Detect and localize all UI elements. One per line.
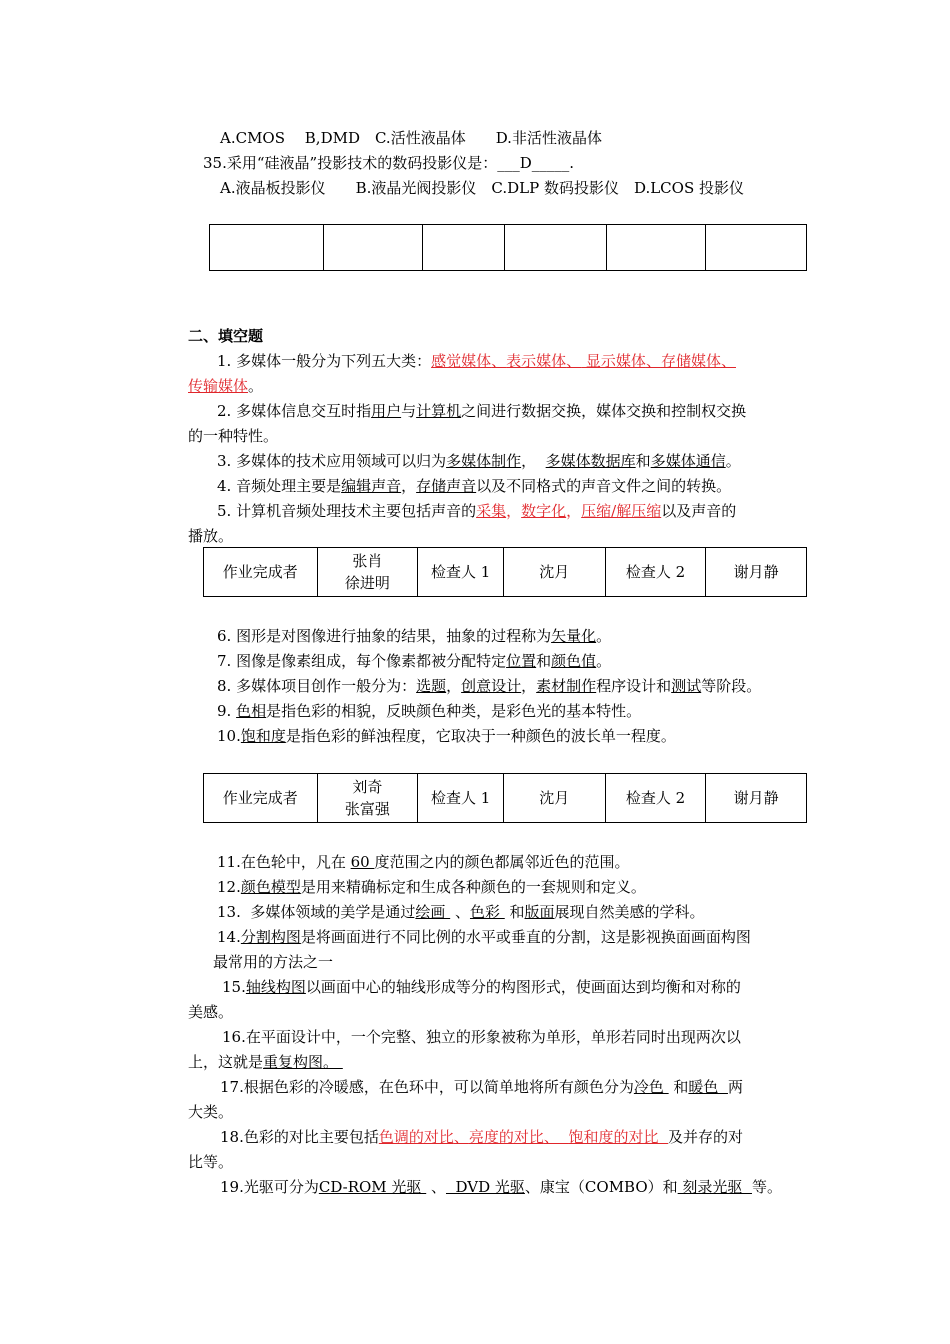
info-table-1 — [203, 547, 807, 597]
empty-table — [209, 224, 807, 271]
text: 、 — [543, 1128, 569, 1146]
text: 以画面中心的轴线形成等分的构图形式，使画面达到均衡和对称的 — [305, 978, 741, 996]
section-title: 二、填空题 — [188, 327, 264, 345]
fill-item-10 — [217, 726, 676, 746]
text: 。 — [596, 627, 612, 645]
fill-item-1-cont — [188, 376, 263, 396]
text: 。 — [596, 652, 612, 670]
answer: 显示媒体 — [581, 352, 646, 370]
answer: 60 — [350, 853, 375, 871]
answer: 计算机 — [416, 402, 462, 420]
fill-item-2-cont: 的一种特性。 — [188, 427, 279, 445]
fill-item-6 — [217, 626, 611, 646]
text: 7. 图像是像素组成，每个像素都被分配特定 — [217, 652, 507, 670]
answer: 轴线构图 — [245, 978, 306, 996]
text: 15. — [222, 978, 246, 996]
text: 是指色彩的鲜浊程度，它取决于一种颜色的波长单一程度。 — [285, 727, 676, 745]
answer: 传输媒体 — [188, 377, 249, 395]
cell-label: 作业完成者 — [204, 774, 318, 823]
text: 和 — [504, 903, 525, 921]
text: 等阶段。 — [701, 677, 762, 695]
fill-item-16: 16.在平面设计中，一个完整、独立的形象被称为单形，单形若同时出现两次以 — [222, 1028, 741, 1046]
fill-item-16-cont — [188, 1052, 343, 1072]
text: 与 — [401, 402, 417, 420]
answer: 冷色 — [633, 1078, 669, 1096]
answer: 饱和度 — [240, 727, 286, 745]
empty-cell — [505, 225, 607, 271]
name: 徐进明 — [344, 574, 390, 592]
answer: 饱和度的对比 — [568, 1128, 668, 1146]
q35-answer: ___D_____. — [497, 154, 574, 172]
text: 17.根据色彩的冷暖感，在色环中，可以简单地将所有颜色分为 — [220, 1078, 634, 1096]
answer: 感觉媒体 — [431, 352, 492, 370]
text: 和 — [536, 652, 552, 670]
answer: 数字化 — [521, 502, 567, 520]
cell-label: 检查人 2 — [605, 548, 706, 597]
answer: 重复构图。 — [263, 1053, 343, 1071]
text: 程序设计和 — [596, 677, 672, 695]
answer: 矢量化 — [551, 627, 597, 645]
fill-item-9 — [217, 701, 641, 721]
name: 刘奇 — [352, 778, 383, 796]
text: 10. — [217, 727, 241, 745]
empty-cell — [210, 225, 324, 271]
text: 和 — [635, 452, 651, 470]
text: 3. 多媒体的技术应用领域可以归为 — [217, 452, 447, 470]
answer: 版面 — [524, 903, 555, 921]
cell-label: 检查人 2 — [605, 774, 706, 823]
text: 1. 多媒体一般分为下列五大类： — [217, 352, 432, 370]
cell-value: 谢月静 — [706, 548, 807, 597]
text: 。 — [248, 377, 264, 395]
text: 11.在色轮中，凡在 — [217, 853, 351, 871]
text: ， — [521, 677, 537, 695]
text: 度范围之内的颜色都属邻近色的范围。 — [374, 853, 630, 871]
text: 、 — [426, 1178, 446, 1196]
text: 9. — [217, 702, 237, 720]
text: 13. 多媒体领域的美学是通过 — [217, 903, 416, 921]
fill-item-19 — [220, 1177, 782, 1197]
cell-names — [317, 548, 418, 597]
answer: DVD 光驱 — [445, 1178, 525, 1196]
text: 等。 — [751, 1178, 782, 1196]
text: ， — [446, 677, 462, 695]
fill-item-7 — [217, 651, 611, 671]
name: 张富强 — [344, 800, 390, 818]
q34-options: A.CMOS B,DMD C.活性液晶体 D.非活性液晶体 — [220, 129, 602, 147]
text: 、 — [491, 352, 507, 370]
text: 、 — [645, 352, 661, 370]
answer: 绘画 — [415, 903, 451, 921]
text: 展现自然美感的学科。 — [554, 903, 705, 921]
answer: 色彩 — [469, 903, 505, 921]
answer: 暖色 — [688, 1078, 728, 1096]
name: 张肖 — [352, 552, 383, 570]
text: 和 — [668, 1078, 689, 1096]
cell-value: 沈月 — [503, 548, 605, 597]
fill-item-15 — [222, 977, 741, 997]
fill-item-2 — [217, 401, 746, 421]
text: 、 — [566, 352, 582, 370]
q35-options: A.液晶板投影仪 B.液晶光阀投影仪 C.DLP 数码投影仪 D.LCOS 投影仪 — [220, 179, 744, 197]
answer: 颜色值 — [551, 652, 597, 670]
text: 12. — [217, 878, 241, 896]
text: 两 — [727, 1078, 743, 1096]
cell-names — [317, 774, 418, 823]
fill-item-15-cont: 美感。 — [188, 1003, 234, 1021]
fill-item-1 — [217, 351, 736, 371]
text: 。 — [725, 452, 741, 470]
text: 是用来精确标定和生成各种颜色的一套规则和定义。 — [300, 878, 646, 896]
cell-value: 沈月 — [503, 774, 605, 823]
fill-item-17 — [220, 1077, 743, 1097]
text: 5. 计算机音频处理技术主要包括声音的 — [217, 502, 477, 520]
fill-item-18 — [220, 1127, 743, 1147]
text: 以及声音的 — [661, 502, 737, 520]
q35-text: 35.采用“硅液晶”投影技术的数码投影仪是： — [203, 154, 498, 172]
cell-label: 检查人 1 — [418, 548, 504, 597]
text: 、 — [720, 352, 736, 370]
answer: 多媒体数据库 — [545, 452, 636, 470]
answer: 色调的对比 — [378, 1128, 454, 1146]
answer: 存储媒体 — [660, 352, 721, 370]
text: 上，这就是 — [188, 1053, 264, 1071]
fill-item-17-cont: 大类。 — [188, 1103, 234, 1121]
info-table-2 — [203, 773, 807, 823]
answer: 编辑声音 — [341, 477, 402, 495]
answer: 用户 — [371, 402, 402, 420]
text: 之间进行数据交换，媒体交换和控制权交换 — [461, 402, 747, 420]
answer: 多媒体通信 — [650, 452, 726, 470]
answer: 刻录光驱 — [677, 1178, 752, 1196]
cell-label: 作业完成者 — [204, 548, 318, 597]
text: 、康宝（COMBO）和 — [524, 1178, 678, 1196]
text: 18.色彩的对比主要包括 — [220, 1128, 379, 1146]
answer: 素材制作 — [536, 677, 597, 695]
answer: 位置 — [506, 652, 537, 670]
fill-item-11 — [217, 852, 630, 872]
empty-cell — [706, 225, 807, 271]
text: 19.光驱可分为 — [220, 1178, 319, 1196]
answer: 测试 — [671, 677, 702, 695]
text: 14. — [217, 928, 241, 946]
text: 4. 音频处理主要是 — [217, 477, 342, 495]
empty-cell — [323, 225, 422, 271]
answer: 压缩/解压缩 — [581, 502, 662, 520]
text: 是将画面进行不同比例的水平或垂直的分割，这是影视换面画面构图 — [300, 928, 751, 946]
answer: 选题 — [416, 677, 447, 695]
text: 8. 多媒体项目创作一般分为： — [217, 677, 417, 695]
fill-item-8 — [217, 676, 761, 696]
text: ， — [401, 477, 417, 495]
text: 是指色彩的相貌，反映颜色种类，是彩色光的基本特性。 — [266, 702, 642, 720]
answer: 颜色模型 — [240, 878, 301, 896]
text: 6. 图形是对图像进行抽象的结果，抽象的过程称为 — [217, 627, 552, 645]
answer: 多媒体制作 — [446, 452, 522, 470]
answer: CD-ROM 光驱 — [318, 1178, 427, 1196]
cell-label: 检查人 1 — [418, 774, 504, 823]
text: ， — [506, 502, 522, 520]
fill-item-18-cont: 比等。 — [188, 1153, 234, 1171]
text: 以及不同格式的声音文件之间的转换。 — [476, 477, 732, 495]
answer: 色相 — [236, 702, 267, 720]
fill-item-14 — [217, 927, 751, 947]
answer: 分割构图 — [240, 928, 301, 946]
fill-item-12 — [217, 877, 646, 897]
fill-item-3 — [217, 451, 741, 471]
fill-item-14-cont: 最常用的方法之一 — [213, 953, 334, 971]
text: 及并存的对 — [668, 1128, 744, 1146]
empty-cell — [607, 225, 706, 271]
text: 、 — [450, 903, 470, 921]
fill-item-4 — [217, 476, 731, 496]
fill-item-13 — [217, 902, 705, 922]
answer: 创意设计 — [461, 677, 522, 695]
text: ， — [566, 502, 582, 520]
answer: 采集 — [476, 502, 507, 520]
text: ， — [521, 452, 546, 470]
answer: 亮度的对比 — [468, 1128, 544, 1146]
answer: 存储声音 — [416, 477, 477, 495]
cell-value: 谢月静 — [706, 774, 807, 823]
fill-item-5-cont: 播放。 — [188, 527, 234, 545]
answer: 表示媒体 — [506, 352, 567, 370]
empty-cell — [422, 225, 505, 271]
fill-item-5 — [217, 501, 736, 521]
q35-question — [203, 153, 574, 173]
text: 2. 多媒体信息交互时指 — [217, 402, 372, 420]
text: 、 — [453, 1128, 469, 1146]
